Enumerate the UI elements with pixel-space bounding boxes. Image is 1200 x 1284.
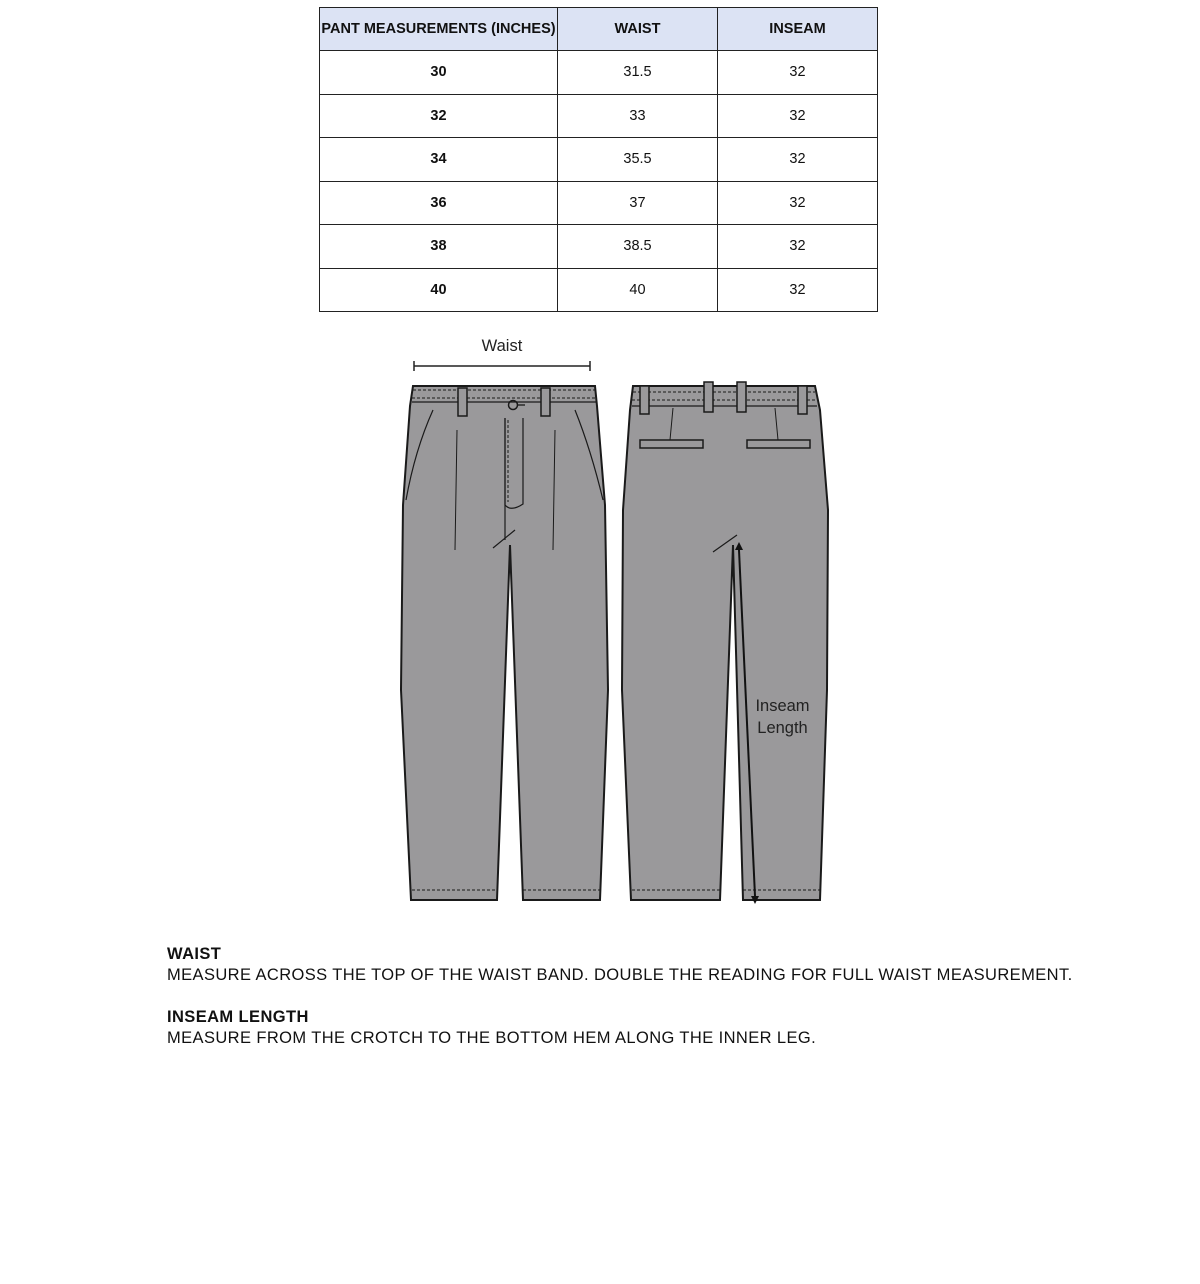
table-row (320, 225, 878, 269)
inseam-cell: 32 (718, 181, 878, 225)
waist-cell: 33 (558, 94, 718, 138)
size-cell: 30 (320, 51, 558, 95)
waist-cell: 40 (558, 268, 718, 312)
pants-back-view (622, 382, 828, 900)
size-cell: 36 (320, 181, 558, 225)
inseam-cell: 32 (718, 268, 878, 312)
waist-instruction-title: WAIST (167, 945, 222, 963)
table-row (320, 181, 878, 225)
inseam-instruction-title: INSEAM LENGTH (167, 1008, 309, 1026)
waist-cell: 38.5 (558, 225, 718, 269)
size-chart-table (319, 7, 878, 312)
header-pant-measurements: PANT MEASUREMENTS (INCHES) (320, 8, 558, 51)
inseam-cell: 32 (718, 94, 878, 138)
size-cell: 40 (320, 268, 558, 312)
table-header-row (320, 8, 878, 51)
inseam-cell: 32 (718, 138, 878, 182)
waist-cell: 37 (558, 181, 718, 225)
waist-measure-line (414, 361, 590, 371)
pants-front-view (401, 386, 608, 900)
waist-instruction-text: MEASURE ACROSS THE TOP OF THE WAIST BAND. DOUBLE THE READING FOR FULL WAIST MEASUREMENT. (167, 966, 1073, 984)
waist-cell: 31.5 (558, 51, 718, 95)
table-row (320, 138, 878, 182)
size-cell: 34 (320, 138, 558, 182)
inseam-length-label (745, 695, 820, 739)
table-row (320, 94, 878, 138)
inseam-instruction (167, 1007, 1127, 1049)
header-waist: WAIST (558, 8, 718, 51)
pants-illustration (395, 330, 840, 940)
inseam-cell: 32 (718, 225, 878, 269)
table-row (320, 268, 878, 312)
waist-cell: 35.5 (558, 138, 718, 182)
pant-measurement-diagram (395, 330, 840, 940)
inseam-cell: 32 (718, 51, 878, 95)
measurement-instructions (167, 944, 1127, 1070)
size-cell: 32 (320, 94, 558, 138)
inseam-instruction-text: MEASURE FROM THE CROTCH TO THE BOTTOM HEM ALONG THE INNER LEG. (167, 1029, 817, 1047)
inseam-label-line2: Length (757, 719, 808, 737)
waist-instruction (167, 944, 1127, 986)
inseam-label-line1: Inseam (755, 697, 810, 715)
size-cell: 38 (320, 225, 558, 269)
header-inseam: INSEAM (718, 8, 878, 51)
table-row (320, 51, 878, 95)
waist-label: Waist (481, 337, 523, 355)
